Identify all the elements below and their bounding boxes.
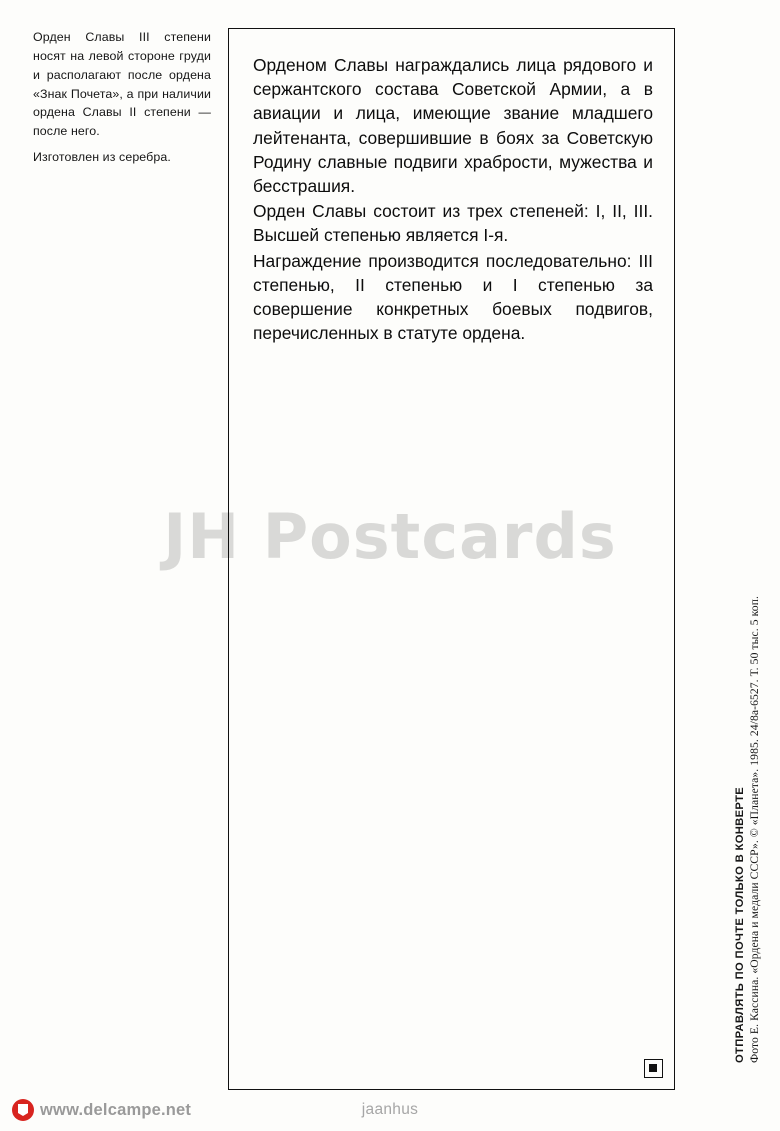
imprint-credits: Фото Е. Кассина. «Ордена и медали СССР». © «Планета». 1985. 24/8а-6527. Т. 50 тыс. 5 коп.: [748, 595, 761, 1063]
left-note-paragraph-1: Орден Славы III степени носят на левой стороне груди и располагают после ордена «Знак Почета», а при наличии ордена Славы II степени — после него.: [33, 30, 211, 139]
address-frame: [228, 28, 675, 1090]
imprint-mailing-notice: ОТПРАВЛЯТЬ ПО ПОЧТЕ ТОЛЬКО В КОНВЕРТЕ: [734, 786, 746, 1063]
main-paragraph-1: Орденом Славы награждались лица рядового и сержантского состава Советской Армии, а в авиации и лица, имеющие звание младшего лейтенанта, совершившие в боях за Советскую Родину славные подвиги храбрости, мужества и бесстрашия.: [253, 55, 653, 196]
delcampe-watermark: [12, 1099, 191, 1121]
delcampe-logo-icon: [12, 1099, 34, 1121]
main-paragraph-3: Награждение производится последовательно: III степенью, II степенью и I степенью за совершение конкретных боевых подвигов, перечисленных в статуте ордена.: [253, 250, 653, 344]
left-note-paragraph-2: Изготовлен из серебра.: [33, 150, 171, 165]
postage-stamp-emblem-icon: [644, 1059, 663, 1078]
main-paragraph-2: Орден Славы состоит из трех степеней: I, II, III. Высшей степенью является I-я.: [253, 201, 653, 246]
watermark-main: JH Postcards: [163, 500, 617, 573]
delcampe-watermark-text: www.delcampe.net: [40, 1100, 192, 1119]
watermark-footer: [0, 1091, 780, 1125]
left-note-block: [33, 28, 211, 167]
site-watermark-text: jaanhus: [361, 1101, 419, 1118]
vertical-imprint-block: [726, 0, 762, 1131]
main-description-block: [253, 53, 653, 345]
